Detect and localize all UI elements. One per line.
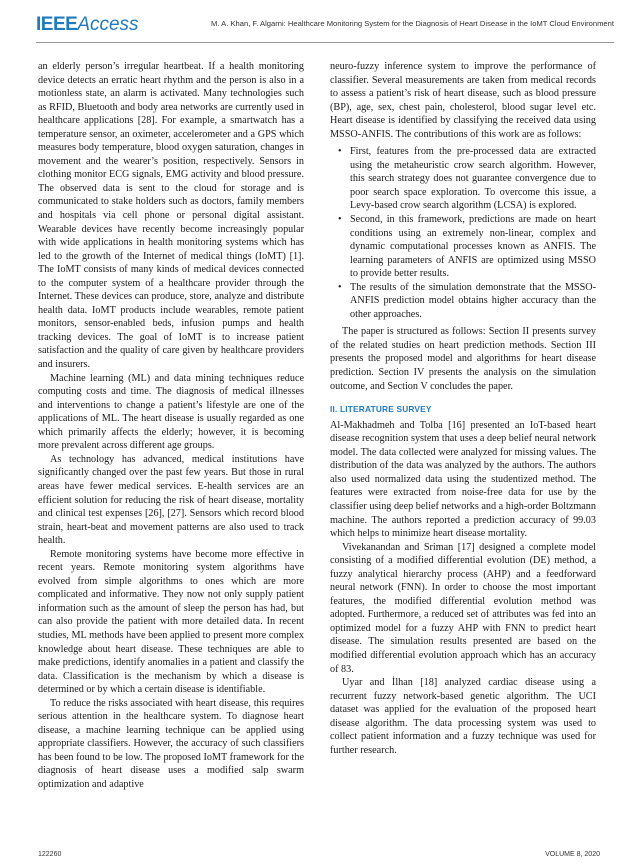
body-paragraph: Al-Makhadmeh and Tolba [16] presented an IoT-based heart disease recognition system that uses a deep belief neural network model. The data collected were analyzed for missing values. The distribution of the data was analyzed by the authors. The authors also used normalized data using the studentized method. The features were extracted from noise-free data for use by the classifier using deep belief networks and a high-order Boltzmann machine. The authors reported a prediction accuracy of 99.03 which helps to minimize heart disease mortality. [330, 419, 596, 540]
body-paragraph: Uyar and İlhan [18] analyzed cardiac disease using a recurrent fuzzy network-based genetic algorithm. The UCI dataset was applied for the evaluation of the proposed heart disease algorithm. The data processing system was used to collect patient information and a fuzzy technique was used for further research. [330, 677, 596, 756]
body-paragraph: To reduce the risks associated with heart disease, this requires serious attention in the healthcare system. To diagnose heart disease, a machine learning technique can be applied using appropriate classifiers. However, the accuracy of such classifiers has been found to be low. The proposed IoMT framework for the diagnosis of heart disease uses a modified salp swarm optimization and adaptive [38, 697, 304, 790]
list-item-text: First, features from the pre-processed data are extracted using the metaheuristic crow search algorithm. However, this search strategy does not guarantee convergence due to poor search space exploration. To overcome this issue, a Levy-based crow search algorithm (LCSA) is explored. [350, 146, 596, 212]
ieee-access-logo [36, 14, 139, 36]
list-item-text: Second, in this framework, predictions are made on heart conditions using an extremely non-linear, complex and dynamic computational processes known as ANFIS. The learning parameters of ANFIS are optimized using MSSO to provide better results. [350, 214, 596, 280]
list-item [338, 213, 596, 281]
page-header [36, 12, 614, 42]
body-paragraph: The paper is structured as follows: Section II presents survey of the related studies on heart prediction methods. Section III presents the proposed model and algorithms for heart disease prediction. Section IV presents the analysis on the simulation outcome, and Section V concludes the paper. [330, 326, 596, 392]
logo-access-text: Access [77, 14, 139, 35]
bullet-icon: • [338, 214, 342, 226]
body-paragraph: Vivekanandan and Sriman [17] designed a complete model consisting of a modified differential evolution (DE) method, a fuzzy analytical hierarchy process (AHP) and a feedforward neural network (FNN). In order to choose the most important features, the modified differential evolution method was adopted. Furthermore, a reduced set of attributes was fed into an optimized model for a fuzzy AHP with FNN to predict heart disease. The simulation results presented are based on the modified differential evolution approach which has an accuracy of 83. [330, 541, 596, 675]
body-paragraph: Machine learning (ML) and data mining techniques reduce computing costs and time. The diagnosis of medical illnesses and interventions to change a patient’s lifestyle are one of the applications of ML. The heart disease is usually regarded as one which primarily affects the elderly; however, it is becoming more prevalent across different age groups. [38, 372, 304, 452]
running-title: M. A. Khan, F. Algarni: Healthcare Monitoring System for the Diagnosis of Heart Disease in the IoMT Cloud Environment [211, 19, 614, 28]
body-paragraph: an elderly person’s irregular heartbeat. If a health monitoring device detects an erratic heart rhythm and the person is also in a motionless state, an alarm is activated. Many technologies such as RFID, Bluetooth and body area networks are currently used in healthcare applications [28]. For example, a smartwatch has a temperature sensor, an oximeter, accelerometer and a GPS which measures body temperature, blood oxygen saturation, changes in movement and the wearer’s position, respectively. Sensors in clothing monitor ECG signals, EMG activity and blood pressure. The observed data is sent to the cloud for storage and is communicated to stake holders such as doctors, family members and hospitals via cell phone or personal digital assistant. Wearable devices have recently become increasingly popular with wide applications in health monitoring systems which has led to the growth of the Internet of medical things (IoMT) [1]. The IoMT consists of many kinds of medical devices connected to the computer system of a healthcare provider through the Internet. These devices can produce, store, analyze and distribute health data. IoMT products include wearables, remote patient monitors, sensor-enabled beds, infusion pumps and health tracking devices. The goal of IoMT is to increase patient satisfaction and the quality of care given by healthcare providers and insurers. [38, 61, 304, 371]
volume-label: VOLUME 8, 2020 [545, 851, 600, 858]
list-item [338, 281, 596, 322]
header-divider [36, 42, 614, 43]
logo-ieee-text: IEEE [36, 14, 78, 35]
section-heading: II. LITERATURE SURVEY [330, 404, 432, 415]
body-paragraph: Remote monitoring systems have become more effective in recent years. Remote monitoring system algorithms have evolved from simple algorithms to ones which are more complicated and informative. They now not only supply patient information such as the amount of sleep the person has had, but can also provide the patient with more detailed data. In recent studies, ML methods have been applied to present more complex knowledge about heart disease. These techniques are able to make predictions, identify anomalies in a patient and classify the data. Classification is the mechanism by which a disease is determined or by which a certain disease is identifiable. [38, 548, 304, 696]
body-paragraph: As technology has advanced, medical institutions have significantly changed over the past few years. But those in rural areas have fewer medical services. E-health services are an efficient solution for reducing the risk of heart disease, mortality and clinical test expenses [26], [27]. Sensors which record blood strain, heart-beat and movement patterns are also used to track health. [38, 453, 304, 547]
left-column [38, 60, 304, 792]
list-item [338, 145, 596, 213]
body-paragraph: neuro-fuzzy inference system to improve the performance of classifier. Several measurements are taken from medical records to assess a patient’s risk of heart disease, such as blood pressure (BP), age, sex, chest pain, cholesterol, blood sugar level etc. Heart disease is identified by classifying the received data using MSSO-ANFIS. The contributions of this work are as follows: [330, 61, 596, 140]
bullet-icon: • [338, 281, 342, 293]
bullet-icon: • [338, 146, 342, 158]
page-number: 122260 [38, 851, 62, 858]
contributions-list [330, 145, 596, 321]
right-column [330, 60, 596, 757]
list-item-text: The results of the simulation demonstrate that the MSSO-ANFIS prediction model obtains higher accuracy than the other approaches. [350, 281, 596, 320]
